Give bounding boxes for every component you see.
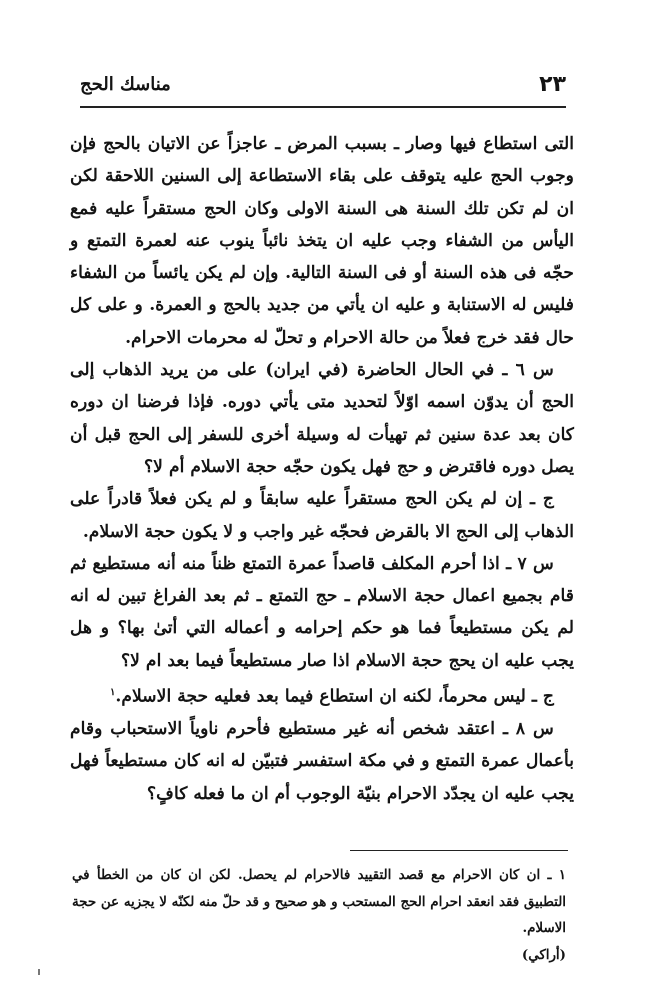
running-title: مناسك الحج [80,74,171,95]
answer-6: ج ـ إن لم يكن الحج مستقراً عليه سابقاً و لم يكن فعلاً قادراً على الذهاب إلى الحج الا بالقرض فحجّه غير واجب و لا يكون حجة الاسلام. [70,489,574,542]
footnote-divider [350,850,568,851]
question-7: س ٧ ـ اذا أحرم المكلف قاصداً عمرة التمتع ظناً منه أنه مستطيع ثم قام بجميع اعمال حجة الاسلام ـ حج التمتع ـ ثم بعد الفراغ تبين له انه لم يكن مستطيعاً فما هو حكم إحرامه و أعماله التي أتىٰ بها؟ و هل يجب عليه ان يحج حجة الاسلام اذا صار مستطيعاً فيما بعد ام لا؟ [70,553,574,671]
paragraph-continuation: التى استطاع فيها وصار ـ بسبب المرض ـ عاجزاً عن الاتيان بالحج فإن وجوب الحج عليه يتوقف على بقاء الاستطاعة إلى السنين اللاحقة لكن ان لم تكن تلك السنة هى السنة الاولى وكان الحج مستقراً عليه فمع اليأس من الشفاء وجب عليه ان يتخذ نائباً ينوب عنه لعمرة التمتع و حجّه فى هذه السنة أو فى السنة التالية. وإن لم يكن يائساً من الشفاء فليس له الاستنابة و عليه ان يأتي من جديد بالحج و العمرة. و على كل حال فقد خرج فعلاً من حالة الاحرام و تحلّ له محرمات الاحرام. [70,134,574,348]
question-8: س ٨ ـ اعتقد شخص أنه غير مستطيع فأحرم ناوياً الاستحباب وقام بأعمال عمرة التمتع و في مكة استفسر فتبيّن له انه كان مستطيعاً فهل يجب عليه ان يجدّد الاحرام بنيّة الوجوب أم ان ما فعله كافٍ؟ [70,719,574,804]
scan-mark [38,969,40,975]
footnote-1: ١ ـ ان كان الاحرام مع قصد التقييد فالاحرام لم يحصل. لكن ان كان من الخطأ في التطبيق فقد انعقد احرام الحج المستحب و هو صحيح و قد حلّ منه لكنّه لا يجزيه عن حجة الاسلام. [72,867,566,936]
footnotes [72,862,566,968]
answer-7 [70,677,574,713]
body-text [70,128,574,810]
page-header [80,72,566,108]
footnote-1-attribution: (أراكي) [521,946,566,963]
answer-7-text: ج ـ ليس محرماً، لكنه ان استطاع فيما بعد فعليه حجة الاسلام. [115,686,554,707]
footnote-marker: ١ [110,687,116,699]
page-number: ٢٣ [539,72,566,97]
question-6: س ٦ ـ في الحال الحاضرة (في ايران) على من يريد الذهاب إلى الحج أن يدوّن اسمه اوّلاً لتحديد متى يأتي دوره. فإذا فرضنا ان دوره كان بعد عدة سنين ثم تهيأت له وسيلة أخرى للسفر إلى الحج قبل أن يصل دوره فاقترض و حج فهل يكون حجّه حجة الاسلام أم لا؟ [70,360,574,477]
